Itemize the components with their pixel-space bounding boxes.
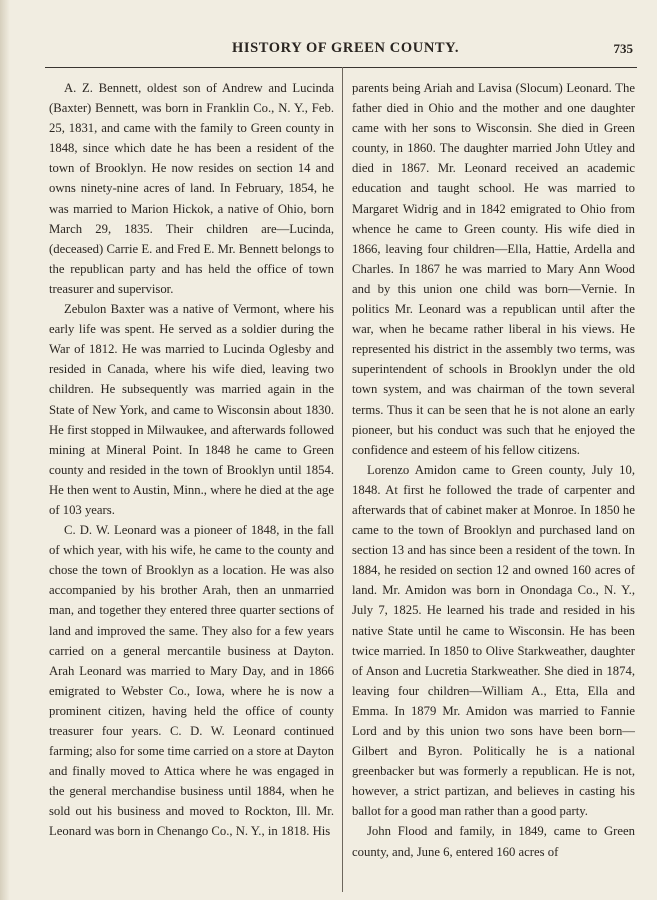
paragraph-bennett: A. Z. Bennett, oldest son of Andrew and Lucinda (Baxter) Bennett, was born in Franklin Co., N. Y., Feb. 25, 1831, and came with the family to Green county in 1848, since which date he has been a resident of the town of Brooklyn. He now resides on section 14 and owns ninety-nine acres of land. In February, 1854, he was married to Marion Hickok, a native of Ohio, born March 29, 1835. Their children are—Lucinda, (deceased) Carrie E. and Fred E. Mr. Bennett belongs to the republican party and has held the office of town treasurer and supervisor.: [49, 81, 334, 296]
column-divider: [342, 67, 343, 892]
page-edge-shadow: [0, 0, 10, 900]
paragraph-leonard-continued: parents being Ariah and Lavisa (Slocum) Leonard. The father died in Ohio and the mother and one daughter came with her sons to Wisconsin. She died in Green county, in 1860. The daughter married John Utley and died in 1867. Mr. Leonard received an academic education and taught school. He was married to Margaret Widrig and in 1842 emigrated to Ohio from whence he came to Green county. His wife died in 1866, leaving four children—Ella, Hattie, Ardella and Charles. In 1867 he was married to Mary Ann Wood and by this union one child was born—Vernie. In politics Mr. Leonard was a republican until after the war, when he became rather liberal in his views. He represented his district in the assembly two terms, was superintendent of schools in Brooklyn under the old town system, and was chairman of the town several terms. Thus it can be seen that he is not alone an early pioneer, but his conduct was such that he enjoyed the confidence and esteem of his fellow citizens.: [352, 81, 635, 457]
running-head: [0, 40, 657, 60]
paragraph-amidon: Lorenzo Amidon came to Green county, July 10, 1848. At first he followed the trade of carpenter and afterwards that of cabinet maker at Monroe. In 1850 he came to the town of Brooklyn and purchased land on section 13 and has since been a resident of the town. In 1884, he resided on section 12 and owned 160 acres of land. Mr. Amidon was born in Onondaga Co., N. Y., July 7, 1825. He learned his trade and resided in his native State until he came to Wisconsin. He has been twice married. In 1850 to Olive Starkweather, daughter of Anson and Lucretia Starkweather. She died in 1874, leaving four children—William A., Etta, Ella and Emma. In 1879 Mr. Amidon was married to Fannie Lord and by this union two sons have been born—Gilbert and Byron. Politically he is a national greenbacker but was formerly a republican. He is not, however, a strict partizan, and believes in casting his ballot for a good man rather than a good party.: [352, 462, 635, 819]
right-column: [352, 78, 635, 862]
paragraph-baxter: Zebulon Baxter was a native of Vermont, where his early life was spent. He served as a soldier during the War of 1812. He was married to Lucinda Oglesby and resided in Canada, where his wife died, leaving two children. He subsequently was married again in the State of New York, and came to Wisconsin about 1830. He first stopped in Milwaukee, and afterwards followed mining at Mineral Point. In 1848 he came to Green county and resided in the town of Brooklyn until 1854. He then went to Austin, Minn., where he died at the age of 103 years.: [49, 302, 334, 517]
left-column: [49, 78, 334, 842]
paragraph-leonard: C. D. W. Leonard was a pioneer of 1848, in the fall of which year, with his wife, he came to the county and chose the town of Brooklyn as a location. He was also accompanied by his brother Arah, then an unmarried man, and together they entered three quarter sections of land and improved the same. They also for a few years carried on a general mercantile business at Dayton. Arah Leonard was married to Mary Day, and in 1866 emigrated to Webster Co., Iowa, where he is now a prominent citizen, having held the office of county treasurer four years. C. D. W. Leonard continued farming; also for some time carried on a store at Dayton and finally moved to Attica where he was engaged in the general merchandise business until 1884, when he sold out his business and moved to Rockton, Ill. Mr. Leonard was born in Chenango Co., N. Y., in 1818. His: [49, 523, 334, 839]
paragraph-flood: John Flood and family, in 1849, came to Green county, and, June 6, entered 160 acres of: [352, 824, 635, 859]
page-number: 735: [613, 41, 633, 56]
running-title: HISTORY OF GREEN COUNTY.: [232, 40, 460, 56]
header-rule: [45, 67, 637, 68]
